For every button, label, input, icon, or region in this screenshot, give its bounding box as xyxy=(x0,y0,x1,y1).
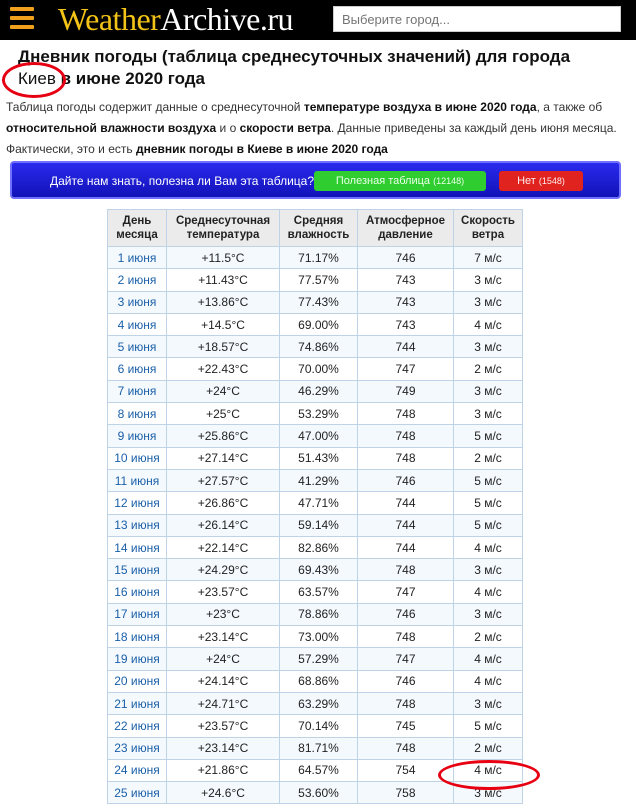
day-cell[interactable]: 25 июня xyxy=(108,782,167,804)
day-cell[interactable]: 19 июня xyxy=(108,648,167,670)
pressure-cell: 747 xyxy=(358,358,454,380)
humidity-cell: 51.43% xyxy=(280,447,358,469)
pressure-cell: 745 xyxy=(358,715,454,737)
humidity-cell: 46.29% xyxy=(280,380,358,402)
temperature-cell: +25.86°C xyxy=(167,425,280,447)
temperature-cell: +27.57°C xyxy=(167,469,280,491)
day-cell[interactable]: 16 июня xyxy=(108,581,167,603)
pressure-cell: 748 xyxy=(358,559,454,581)
humidity-cell: 47.71% xyxy=(280,492,358,514)
day-cell[interactable]: 22 июня xyxy=(108,715,167,737)
pressure-cell: 746 xyxy=(358,469,454,491)
city-highlight-ellipse xyxy=(2,62,66,98)
temperature-cell: +22.43°C xyxy=(167,358,280,380)
table-row xyxy=(108,670,523,692)
humidity-cell: 73.00% xyxy=(280,626,358,648)
table-row xyxy=(108,692,523,714)
page-title xyxy=(18,46,618,90)
humidity-cell: 53.60% xyxy=(280,782,358,804)
table-row xyxy=(108,492,523,514)
header-day: День месяца xyxy=(108,210,167,247)
temperature-cell: +27.14°C xyxy=(167,447,280,469)
humidity-cell: 63.57% xyxy=(280,581,358,603)
table-row xyxy=(108,269,523,291)
header-humidity: Средняя влажность xyxy=(280,210,358,247)
day-cell[interactable]: 4 июня xyxy=(108,313,167,335)
day-cell[interactable]: 5 июня xyxy=(108,336,167,358)
temperature-cell: +21.86°C xyxy=(167,759,280,781)
wind-cell: 3 м/с xyxy=(454,559,523,581)
wind-cell: 5 м/с xyxy=(454,715,523,737)
pressure-cell: 743 xyxy=(358,291,454,313)
wind-highlight-ellipse xyxy=(438,760,540,790)
day-cell[interactable]: 14 июня xyxy=(108,536,167,558)
table-row xyxy=(108,291,523,313)
table-row xyxy=(108,447,523,469)
wind-cell: 4 м/с xyxy=(454,670,523,692)
temperature-cell: +23.14°C xyxy=(167,737,280,759)
temperature-cell: +11.43°C xyxy=(167,269,280,291)
wind-cell: 4 м/с xyxy=(454,536,523,558)
day-cell[interactable]: 2 июня xyxy=(108,269,167,291)
day-cell[interactable]: 10 июня xyxy=(108,447,167,469)
pressure-cell: 746 xyxy=(358,670,454,692)
table-row xyxy=(108,737,523,759)
pressure-cell: 744 xyxy=(358,492,454,514)
day-cell[interactable]: 20 июня xyxy=(108,670,167,692)
table-row xyxy=(108,425,523,447)
humidity-cell: 68.86% xyxy=(280,670,358,692)
humidity-cell: 53.29% xyxy=(280,403,358,425)
header-pressure: Атмосферное давление xyxy=(358,210,454,247)
humidity-cell: 74.86% xyxy=(280,336,358,358)
day-cell[interactable]: 24 июня xyxy=(108,759,167,781)
table-row xyxy=(108,648,523,670)
feedback-bar xyxy=(10,161,621,199)
humidity-cell: 69.00% xyxy=(280,313,358,335)
humidity-cell: 41.29% xyxy=(280,469,358,491)
day-cell[interactable]: 7 июня xyxy=(108,380,167,402)
wind-cell: 3 м/с xyxy=(454,603,523,625)
temperature-cell: +23.57°C xyxy=(167,581,280,603)
day-cell[interactable]: 3 июня xyxy=(108,291,167,313)
pressure-cell: 748 xyxy=(358,425,454,447)
table-row xyxy=(108,247,523,269)
title-city: Киев xyxy=(18,69,56,88)
table-row xyxy=(108,358,523,380)
pressure-cell: 746 xyxy=(358,247,454,269)
humidity-cell: 59.14% xyxy=(280,514,358,536)
table-row xyxy=(108,581,523,603)
humidity-cell: 77.57% xyxy=(280,269,358,291)
humidity-cell: 78.86% xyxy=(280,603,358,625)
temperature-cell: +23°C xyxy=(167,603,280,625)
table-row xyxy=(108,559,523,581)
feedback-question: Дайте нам знать, полезна ли Вам эта таблица? xyxy=(50,174,314,188)
pressure-cell: 754 xyxy=(358,759,454,781)
wind-cell: 3 м/с xyxy=(454,692,523,714)
table-header-row xyxy=(108,210,523,247)
temperature-cell: +13.86°C xyxy=(167,291,280,313)
weather-table xyxy=(107,209,523,804)
humidity-cell: 81.71% xyxy=(280,737,358,759)
temperature-cell: +24°C xyxy=(167,380,280,402)
wind-cell: 4 м/с xyxy=(454,313,523,335)
wind-cell: 3 м/с xyxy=(454,380,523,402)
temperature-cell: +24.29°C xyxy=(167,559,280,581)
day-cell[interactable]: 1 июня xyxy=(108,247,167,269)
pressure-cell: 743 xyxy=(358,313,454,335)
temperature-cell: +26.14°C xyxy=(167,514,280,536)
pressure-cell: 758 xyxy=(358,782,454,804)
temperature-cell: +24.71°C xyxy=(167,692,280,714)
day-cell[interactable]: 13 июня xyxy=(108,514,167,536)
day-cell[interactable]: 23 июня xyxy=(108,737,167,759)
humidity-cell: 69.43% xyxy=(280,559,358,581)
title-line1: Дневник погоды (таблица среднесуточных значений) для города xyxy=(18,47,571,66)
temperature-cell: +25°C xyxy=(167,403,280,425)
temperature-cell: +26.86°C xyxy=(167,492,280,514)
day-cell[interactable]: 12 июня xyxy=(108,492,167,514)
pressure-cell: 746 xyxy=(358,603,454,625)
wind-cell: 2 м/с xyxy=(454,447,523,469)
table-row xyxy=(108,336,523,358)
wind-cell: 5 м/с xyxy=(454,469,523,491)
humidity-cell: 71.17% xyxy=(280,247,358,269)
wind-cell: 5 м/с xyxy=(454,514,523,536)
pressure-cell: 748 xyxy=(358,403,454,425)
wind-cell: 4 м/с xyxy=(454,581,523,603)
temperature-cell: +24.14°C xyxy=(167,670,280,692)
pressure-cell: 748 xyxy=(358,626,454,648)
table-row xyxy=(108,715,523,737)
humidity-cell: 82.86% xyxy=(280,536,358,558)
humidity-cell: 63.29% xyxy=(280,692,358,714)
top-bar xyxy=(0,0,636,40)
intro-text: Таблица погоды содержит данные о среднесуточной температуре воздуха в июне 2020 года, а также об относительной влажности воздуха и о скорости ветра. Данные приведены за каждый день июня месяца. Фактически, это и есть дневник погоды в Киеве в июне 2020 года xyxy=(6,100,617,156)
day-cell[interactable]: 11 июня xyxy=(108,469,167,491)
pressure-cell: 749 xyxy=(358,380,454,402)
wind-cell: 4 м/с xyxy=(454,759,523,781)
city-search-input[interactable] xyxy=(333,6,621,32)
header-temperature: Среднесуточная температура xyxy=(167,210,280,247)
day-cell[interactable]: 15 июня xyxy=(108,559,167,581)
temperature-cell: +24.6°C xyxy=(167,782,280,804)
humidity-cell: 47.00% xyxy=(280,425,358,447)
day-cell[interactable]: 8 июня xyxy=(108,403,167,425)
day-cell[interactable]: 9 июня xyxy=(108,425,167,447)
day-cell[interactable]: 6 июня xyxy=(108,358,167,380)
humidity-cell: 70.14% xyxy=(280,715,358,737)
table-row xyxy=(108,313,523,335)
table-row xyxy=(108,536,523,558)
pressure-cell: 748 xyxy=(358,447,454,469)
pressure-cell: 744 xyxy=(358,514,454,536)
wind-cell: 4 м/с xyxy=(454,648,523,670)
pressure-cell: 748 xyxy=(358,737,454,759)
temperature-cell: +24°C xyxy=(167,648,280,670)
table-row xyxy=(108,403,523,425)
pressure-cell: 744 xyxy=(358,536,454,558)
header-wind: Скорость ветра xyxy=(454,210,523,247)
pressure-cell: 747 xyxy=(358,581,454,603)
pressure-cell: 744 xyxy=(358,336,454,358)
hamburger-menu-icon[interactable] xyxy=(10,7,34,33)
wind-cell: 3 м/с xyxy=(454,403,523,425)
wind-cell: 3 м/с xyxy=(454,291,523,313)
pressure-cell: 747 xyxy=(358,648,454,670)
wind-cell: 3 м/с xyxy=(454,782,523,804)
temperature-cell: +18.57°C xyxy=(167,336,280,358)
wind-cell: 7 м/с xyxy=(454,247,523,269)
temperature-cell: +23.57°C xyxy=(167,715,280,737)
pressure-cell: 743 xyxy=(358,269,454,291)
humidity-cell: 77.43% xyxy=(280,291,358,313)
table-row xyxy=(108,380,523,402)
table-row xyxy=(108,514,523,536)
temperature-cell: +22.14°C xyxy=(167,536,280,558)
wind-cell: 2 м/с xyxy=(454,737,523,759)
day-cell[interactable]: 17 июня xyxy=(108,603,167,625)
table-row xyxy=(108,626,523,648)
day-cell[interactable]: 21 июня xyxy=(108,692,167,714)
useful-button[interactable]: Полезная таблица (12148) xyxy=(314,171,486,191)
temperature-cell: +23.14°C xyxy=(167,626,280,648)
wind-cell: 5 м/с xyxy=(454,425,523,447)
pressure-cell: 748 xyxy=(358,692,454,714)
wind-cell: 2 м/с xyxy=(454,626,523,648)
table-row xyxy=(108,469,523,491)
not-useful-button[interactable]: Нет (1548) xyxy=(499,171,583,191)
site-logo[interactable]: WeatherArchive.ru xyxy=(58,1,294,37)
wind-cell: 2 м/с xyxy=(454,358,523,380)
table-row xyxy=(108,603,523,625)
wind-cell: 3 м/с xyxy=(454,269,523,291)
temperature-cell: +11.5°C xyxy=(167,247,280,269)
wind-cell: 5 м/с xyxy=(454,492,523,514)
wind-cell: 3 м/с xyxy=(454,336,523,358)
humidity-cell: 64.57% xyxy=(280,759,358,781)
temperature-cell: +14.5°C xyxy=(167,313,280,335)
humidity-cell: 57.29% xyxy=(280,648,358,670)
day-cell[interactable]: 18 июня xyxy=(108,626,167,648)
humidity-cell: 70.00% xyxy=(280,358,358,380)
title-line2: в июне 2020 года xyxy=(55,69,206,88)
